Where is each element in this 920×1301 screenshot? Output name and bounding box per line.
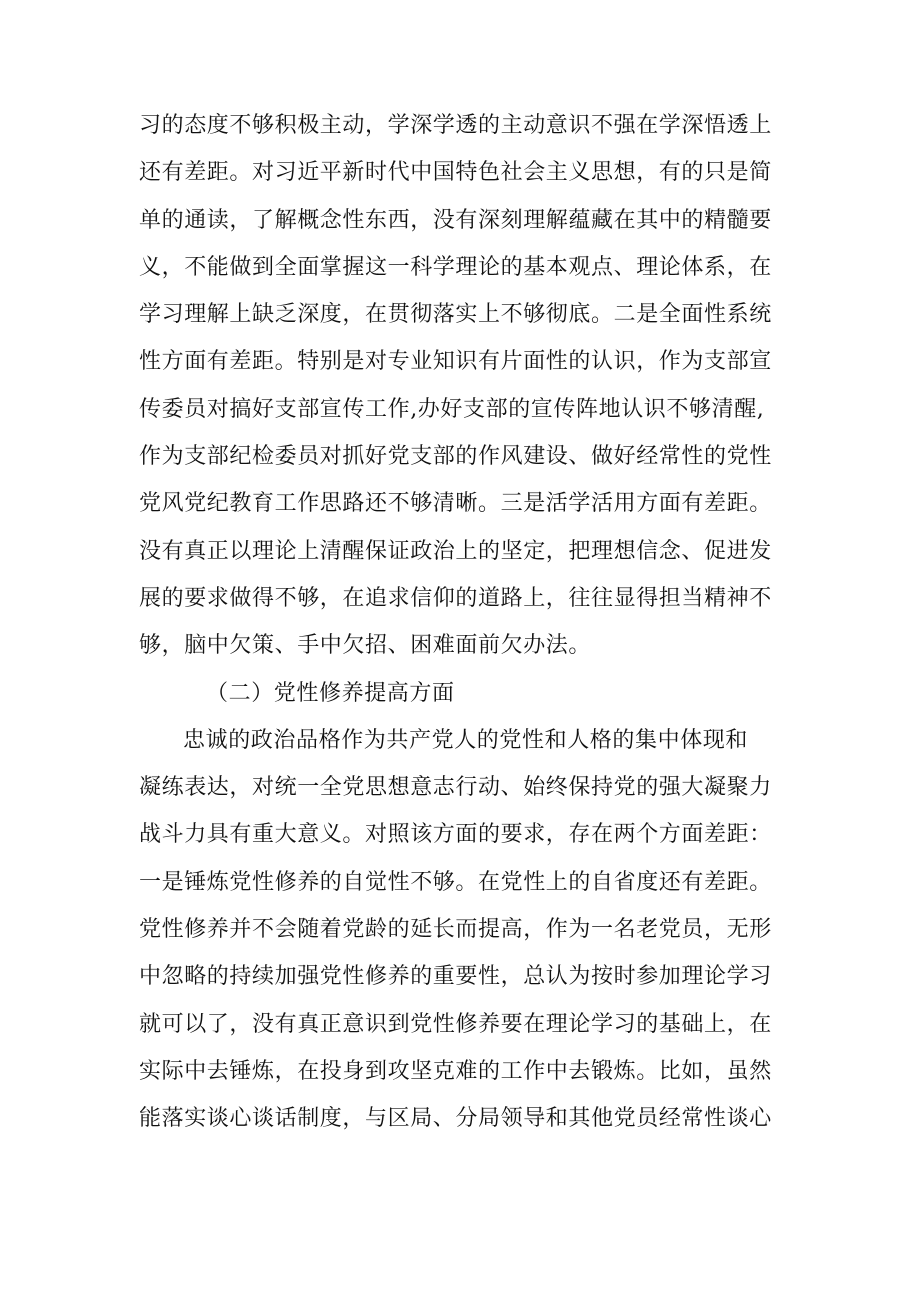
body-line: 党性修养并不会随着党龄的延长而提高，作为一名老党员，无形 [139, 917, 772, 943]
body-line: 党风党纪教育工作思路还不够清晰。三是活学活用方面有差距。 [139, 491, 772, 517]
body-line: 一是锤炼党性修养的自觉性不够。在党性上的自省度还有差距。 [139, 869, 772, 895]
body-line: 性方面有差距。特别是对专业知识有片面性的认识，作为支部宣 [139, 349, 772, 375]
body-line: 凝练表达，对统一全党思想意志行动、始终保持党的强大凝聚力 [139, 775, 772, 801]
body-line: 还有差距。对习近平新时代中国特色社会主义思想，有的只是简 [139, 160, 772, 186]
body-line: 够，脑中欠策、手中欠招、困难面前欠办法。 [139, 633, 592, 659]
body-line: 能落实谈心谈话制度，与区局、分局领导和其他党员经常性谈心 [139, 1106, 772, 1132]
body-line: 战斗力具有重大意义。对照该方面的要求，存在两个方面差距： [139, 822, 772, 848]
section-heading: （二）党性修养提高方面 [206, 680, 455, 706]
body-line: 中忽略的持续加强党性修养的重要性，总认为按时参加理论学习 [139, 964, 772, 990]
body-line: 忠诚的政治品格作为共产党人的党性和人格的集中体现和 [183, 727, 749, 753]
body-line: 展的要求做得不够，在追求信仰的道路上，往往显得担当精神不 [139, 585, 772, 611]
body-line: 学习理解上缺乏深度，在贯彻落实上不够彻底。二是全面性系统 [139, 302, 772, 328]
body-line: 习的态度不够积极主动，学深学透的主动意识不强在学深悟透上 [139, 113, 772, 138]
body-line: 单的通读，了解概念性东西，没有深刻理解蕴藏在其中的精髓要 [139, 207, 772, 233]
body-line: 作为支部纪检委员对抓好党支部的作风建设、做好经常性的党性 [139, 444, 772, 470]
body-line: 就可以了，没有真正意识到党性修养要在理论学习的基础上，在 [139, 1011, 772, 1037]
document-body [139, 102, 799, 1143]
body-line: 实际中去锤炼，在投身到攻坚克难的工作中去锻炼。比如，虽然 [139, 1058, 772, 1084]
body-line: 没有真正以理论上清醒保证政治上的坚定，把理想信念、促进发 [139, 538, 772, 564]
body-line: 义，不能做到全面掌握这一科学理论的基本观点、理论体系，在 [139, 254, 772, 280]
body-line: 传委员对搞好支部宣传工作,办好支部的宣传阵地认识不够清醒, [139, 396, 765, 422]
